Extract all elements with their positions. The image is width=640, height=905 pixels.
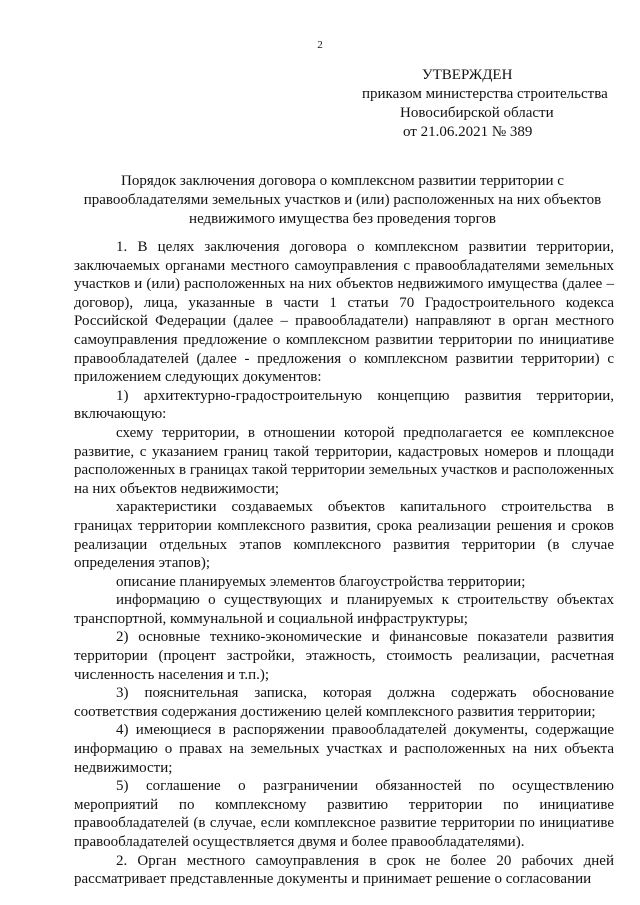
page-number: 2 [317,39,323,51]
paragraph-item-2: 2. Орган местного самоуправления в срок не более 20 рабочих дней рассматривает представленные документы и принимает решение о согласовании [74,852,614,888]
subitem-3: 3) пояснительная записка, которая должна содержать обоснование соответствия содержания достижению целей комплексного развития территории; [74,685,614,720]
subitem-4: 4) имеющиеся в распоряжении правообладателей документы, содержащие информацию о правах на земельных участках и расположенных на них объекта недвижимости; [74,722,614,776]
subitem-5: 5) соглашение о разграничении обязанностей по осуществлению мероприятий по комплексному развитию территории по инициативе правообладателей (в случае, если комплексное развитие территории по инициативе правообладателей осуществляется двумя и более правообладателями). [74,778,614,850]
approval-line: от 21.06.2021 № 389 [403,124,533,140]
document-title-line: недвижимого имущества без проведения торгов [189,211,496,227]
document-title-line: правообладателями земельных участков и (или) расположенных на них объектов [83,192,602,208]
approval-line: Новосибирской области [400,105,554,121]
approval-line: приказом министерства строительства [362,86,608,102]
subitem-1: 1) архитектурно-градостроительную концепцию развития территории, включающую: [74,387,614,423]
subitem-text: схему территории, в отношении которой предполагается ее комплексное развитие, с указанием границ такой территории, кадастровых номеров и площади расположенных в границах такой территории земельных участков и расположенных на них объектов недвижимости; [74,424,614,497]
paragraph-item-1: 1. В целях заключения договора о комплексном развитии территории, заключаемых органами местного самоуправления с правообладателями земельных участков и (или) расположенных на них объектов недвижимого имущества (далее – договор), лица, указанные в части 1 статьи 70 Градостроительного кодекса Российской Федерации (далее – правообладатели) направляют в орган местного самоуправления предложение о комплексном развитии территории по инициативе правообладателей (далее - предложения о комплексном развитии территории) с приложением следующих документов: [74,239,614,386]
approval-stamp [340,66,620,142]
subitem-2: 2) основные технико-экономические и финансовые показатели развития территории (процент застройки, этажность, стоимость реализации, расчетная численность населения и т.п.); [74,629,614,683]
subitem-text: характеристики создаваемых объектов капитального строительства в границах территории комплексного развития, срока реализации решения и сроков реализации отдельных этапов комплексного развития территории (в случае определения этапов); [74,499,614,572]
document-title-line: Порядок заключения договора о комплексном развитии территории с [121,173,564,189]
approval-title: УТВЕРЖДЕН [422,67,513,83]
document-title [70,172,615,229]
subitem-text: описание планируемых элементов благоустройства территории; [116,573,526,590]
subitem-text: информацию о существующих и планируемых к строительству объектах транспортной, коммунальной и социальной инфраструктуры; [74,592,614,627]
document-body [74,238,614,889]
